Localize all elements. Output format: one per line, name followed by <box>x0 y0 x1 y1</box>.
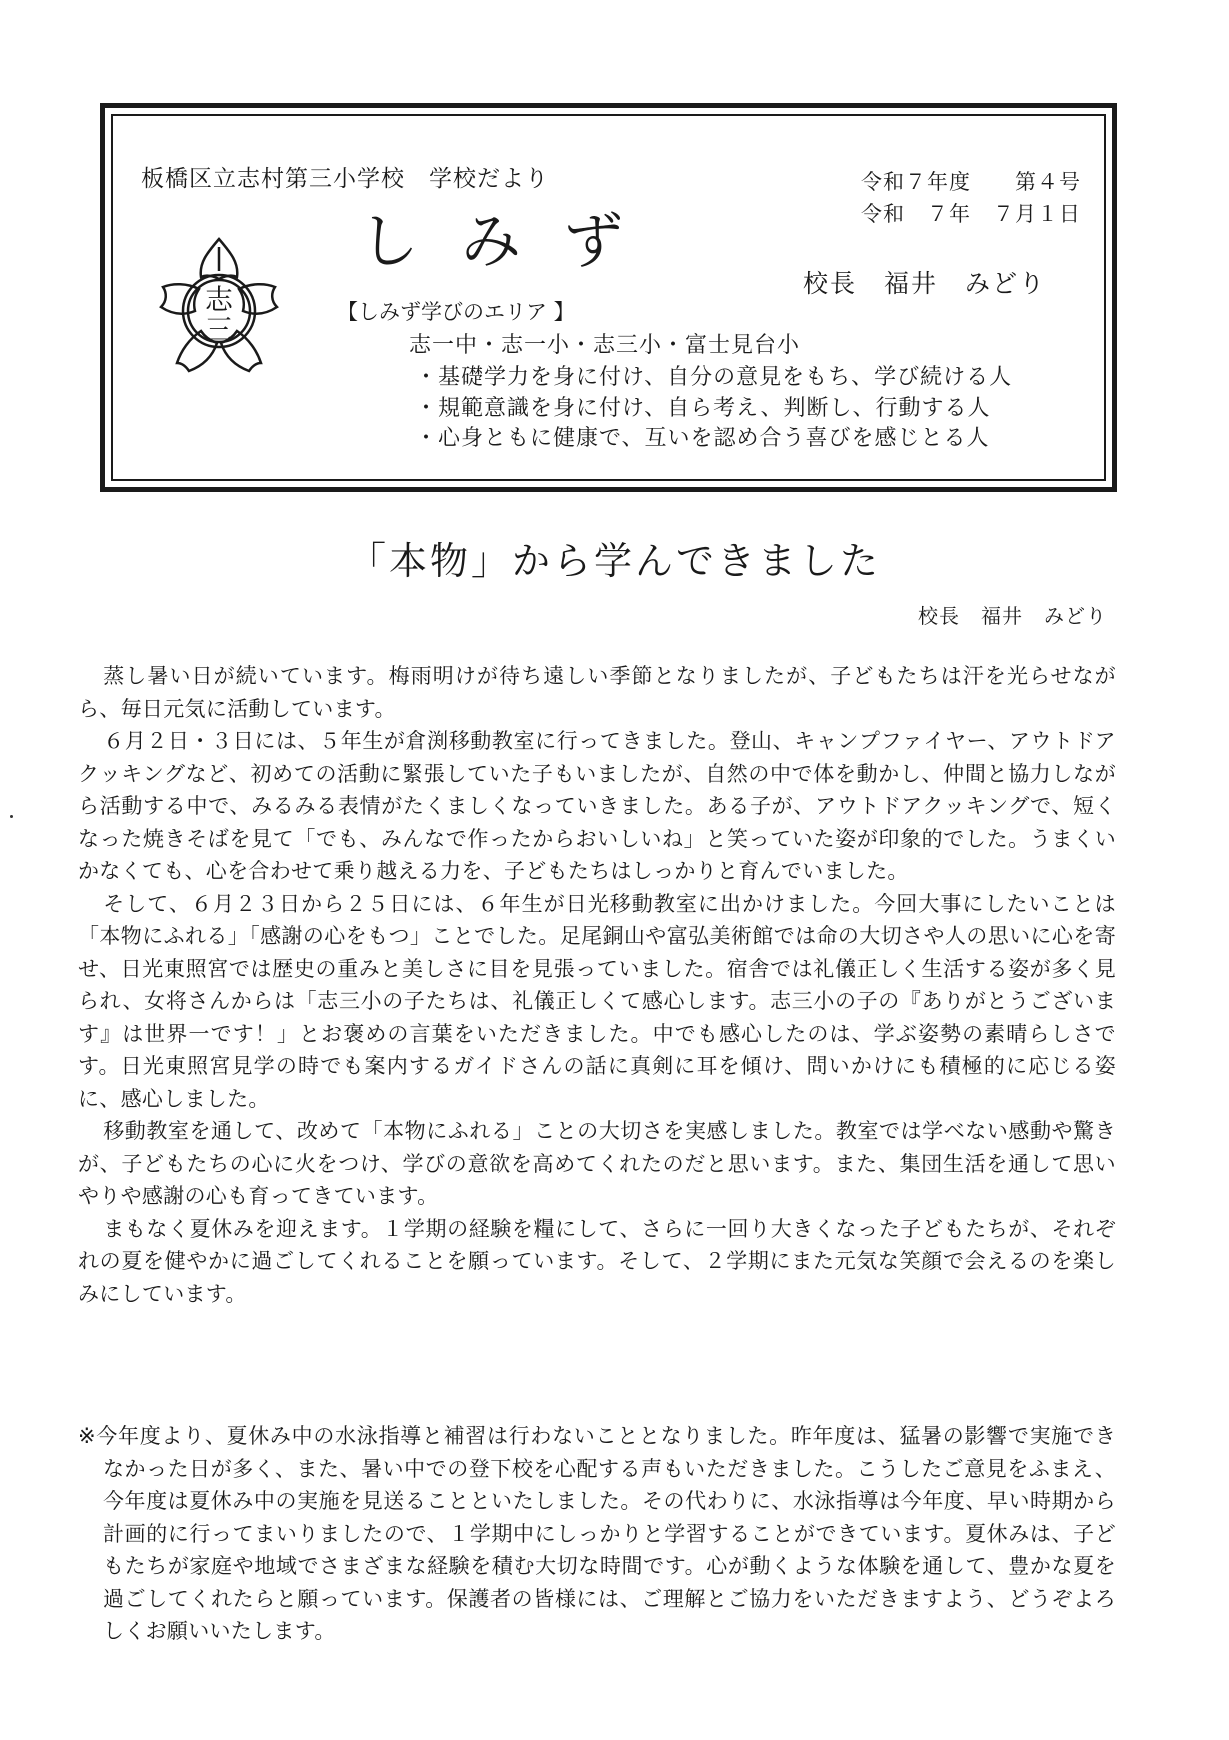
swimming-note: ※今年度より、夏休み中の水泳指導と補習は行わないこととなりました。昨年度は、猛暑の影響で実施できなかった日が多く、また、暑い中での登下校を心配する声もいただきました。こうしたご意見をふまえ、今年度は夏休み中の実施を見送ることといたしました。その代わりに、水泳指導は今年度、早い時期から計画的に行ってまいりましたので、１学期中にしっかりと学習することができています。夏休みは、子どもたちが家庭や地域でさまざまな経験を積む大切な時間です。心が動くような体験を通して、豊かな夏を過ごしてくれたらと願っています。保護者の皆様には、ご理解とご協力をいただきますよう、どうぞよろしくお願いいたします。 <box>78 1424 1116 1643</box>
goal-item: ・基礎学力を身に付け、自分の意見をもち、学び続ける人 <box>415 365 1013 390</box>
learning-area-title: 【しみず学びのエリア 】 <box>337 300 575 324</box>
header-inner-frame <box>111 114 1106 481</box>
article-byline: 校長 福井 みどり <box>918 604 1107 628</box>
article-paragraph: ６月２日・３日には、５年生が倉渕移動教室に行ってきました。登山、キャンプファイヤー、アウトドアクッキングなど、初めての活動に緊張していた子もいましたが、自然の中で体を動かし、仲間と協力しながら活動する中で、みるみる表情がたくましくなっていきました。ある子が、アウトドアクッキングで、短くなった焼きそばを見て「でも、みんなで作ったからおいしいね」と笑っていた姿が印象的でした。うまくいかなくても、心を合わせて乗り越える力を、子どもたちはしっかりと育んでいました。 <box>78 729 1116 883</box>
emblem-char-bottom: 三 <box>204 313 234 346</box>
article-paragraph: まもなく夏休みを迎えます。１学期の経験を糧にして、さらに一回り大きくなった子どもたちが、それぞれの夏を健やかに過ごしてくれることを願っています。そして、２学期にまた元気な笑顔で会えるのを楽しみにしています。 <box>78 1216 1116 1306</box>
scan-speck <box>10 815 13 818</box>
article-body <box>78 660 1116 1310</box>
header-box <box>100 103 1117 492</box>
newsletter-title: しみず <box>359 207 665 277</box>
issue-date: 令和 ７年 ７月１日 <box>861 202 1081 226</box>
article-paragraph: 蒸し暑い日が続いています。梅雨明けが待ち遠しい季節となりましたが、子どもたちは汗を光らせながら、毎日元気に活動しています。 <box>78 664 1116 721</box>
goal-item: ・心身ともに健康で、互いを認め合う喜びを感じとる人 <box>415 426 990 451</box>
article-title: 「本物」から学んできました <box>347 539 881 583</box>
article-paragraph: 移動教室を通して、改めて「本物にふれる」ことの大切さを実感しました。教室では学べない感動や驚きが、子どもたちの心に火をつけ、学びの意欲を高めてくれたのだと思います。また、集団生活を通して思いやりや感謝の心も育ってきています。 <box>78 1119 1116 1208</box>
emblem-char-top: 志 <box>204 283 234 316</box>
school-name: 板橋区立志村第三小学校 学校だより <box>141 166 549 192</box>
header-principal: 校長 福井 みどり <box>803 269 1047 298</box>
learning-area-schools: 志一中・志一小・志三小・富士見台小 <box>409 333 801 358</box>
issue-year-number: 令和７年度 第４号 <box>861 170 1081 194</box>
goal-item: ・規範意識を身に付け、自ら考え、判断し、行動する人 <box>415 396 991 421</box>
school-emblem-icon <box>149 231 289 381</box>
article-paragraph: そして、６月２３日から２５日には、６年生が日光移動教室に出かけました。今回大事にしたいことは「本物にふれる」「感謝の心をもつ」ことでした。足尾銅山や富弘美術館では命の大切さや人の思いに心を寄せ、日光東照宮では歴史の重みと美しさに目を見張っていました。宿舎では礼儀正しく生活する姿が多く見られ、女将さんからは「志三小の子たちは、礼儀正しくて感心します。志三小の子の『ありがとうございます』は世界一です！」とお褒めの言葉をいただきました。中でも感心したのは、学ぶ姿勢の素晴らしさです。日光東照宮見学の時でも案内するガイドさんの話に真剣に耳を傾け、問いかけにも積極的に応じる姿に、感心しました。 <box>78 891 1116 1111</box>
